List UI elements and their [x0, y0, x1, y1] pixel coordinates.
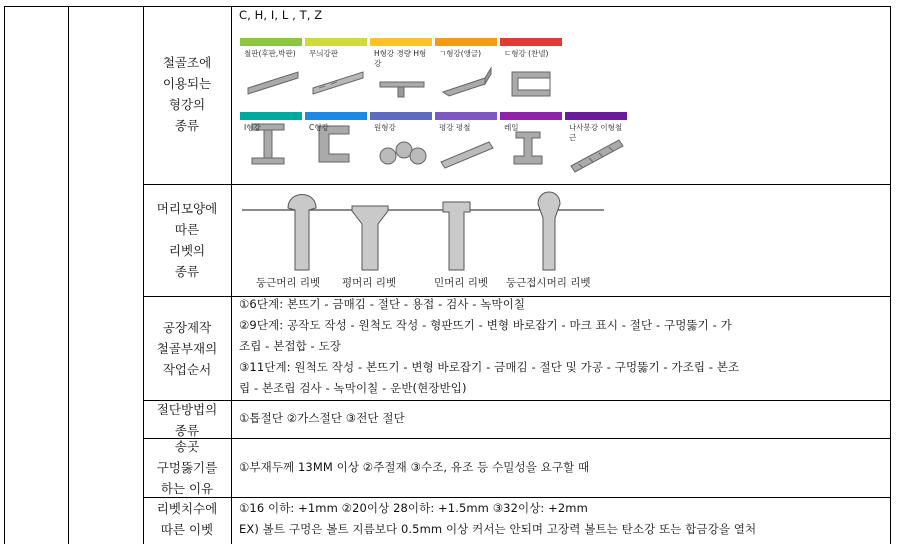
i-beam-card: [240, 112, 302, 174]
rail-label: 레일: [504, 123, 519, 132]
round-bar-icon: [370, 112, 432, 174]
rivet-label-2: 평머리 리벳: [342, 277, 397, 289]
channel-steel-label: ㄷ형강 (찬넬): [504, 49, 549, 58]
row-divider-1: [143, 184, 891, 185]
flat-bar-label: 평강 평철: [439, 123, 471, 132]
rivet-label-4: 둥근접시머리 리벳: [506, 277, 591, 289]
rebar-card: [565, 112, 627, 174]
i-beam-label: I형강: [244, 123, 261, 132]
table-border-left: [4, 6, 5, 544]
angle-steel-card: [435, 38, 497, 100]
table-border-right: [890, 6, 891, 544]
round-countersunk-rivet-icon: [538, 192, 560, 270]
row-label-drilling-reason: 송곳 구멍뚫기를 하는 이유: [156, 439, 218, 496]
checkered-plate-icon: [305, 38, 367, 100]
round-head-rivet-icon: [288, 195, 316, 271]
steel-shapes-figure: [240, 38, 632, 178]
cutting-methods-text: ①톱절단 ②가스절단 ③전단 절단: [239, 411, 405, 425]
row-label-cutting-methods: 절단방법의 종류: [156, 402, 218, 438]
flat-bar-icon: [435, 112, 497, 174]
table-divider-3: [231, 6, 232, 544]
drilling-reason-text: ①부재두께 13MM 이상 ②주절재 ③수조, 유조 등 수밀성을 요구할 때: [239, 460, 590, 474]
channel-steel-card: [500, 38, 562, 100]
round-bar-label: 원형강: [374, 123, 396, 132]
rebar-label: 나사봉강 이형철근: [569, 123, 623, 142]
rivet-types-figure: [238, 188, 618, 292]
rivet-size-text: ①16 이하: +1mm ②20이상 28이하: +1.5mm ③32이상: +2mm EX) 볼트 구멍은 볼트 지름보다 0.5mm 이상 커서는 안되며 고장력 볼트는 탄소강 또는 합금강을 열처: [239, 501, 757, 536]
c-channel-label: C형강: [309, 123, 329, 132]
row-label-rivet-size: 리벳치수에 따른 이벳: [156, 501, 218, 537]
plate-steel-icon: [240, 38, 302, 100]
c-channel-icon: [305, 112, 367, 174]
angle-steel-label: ㄱ형강(앵글): [439, 49, 482, 58]
rivet-label-1: 둥근머리 리벳: [256, 277, 321, 289]
row-divider-3: [143, 400, 891, 401]
row-label-rivet-types: 머리모양에 따른 리벳의 종류: [156, 201, 218, 279]
plate-steel-card: [240, 38, 302, 100]
round-bar-card: [370, 112, 432, 174]
row-label-work-order: 공장제작 철골부재의 작업순서: [156, 320, 218, 377]
rail-icon: [500, 112, 562, 174]
row-divider-4: [143, 438, 891, 439]
row-label-steel-shapes: 철골조에 이용되는 형강의 종류: [162, 55, 212, 133]
rail-card: [500, 112, 562, 174]
rivet-label-3: 민머리 리벳: [434, 277, 489, 289]
rebar-icon: [565, 112, 627, 174]
h-beam-label: H형강 경량 H형강: [374, 49, 427, 68]
checkered-plate-label: 무늬강판: [309, 49, 338, 58]
h-beam-card: [370, 38, 432, 100]
h-beam-icon: [370, 38, 432, 100]
i-beam-icon: [240, 112, 302, 174]
work-order-text: ①6단계: 본뜨기 - 금매김 - 절단 - 용접 - 검사 - 녹막이칠 ②9단계: 공작도 작성 - 원척도 작성 - 형판뜨기 - 변형 바로잡기 - 마크 표시 - 절단 - 구멍뚫기 - 가 조립 - 본접합 - 도장 ③11단계: 원척도 작성 - 본뜨기 - 변형 바로잡기 - 금매김 - 절단 및 가공 - 구멍뚫기 - 가조립 - 본조 립 - 본조립 검사 - 녹막이칠 - 운반(현장반입): [239, 297, 740, 395]
plain-head-rivet-icon: [443, 202, 470, 270]
plate-steel-label: 철판(후판,박판): [244, 49, 296, 58]
checkered-plate-card: [305, 38, 367, 100]
c-channel-card: [305, 112, 367, 174]
steel-shape-letters: C, H, I, L , T, Z: [239, 8, 323, 22]
flat-head-rivet-icon: [352, 206, 388, 270]
angle-steel-icon: [435, 38, 497, 100]
channel-steel-icon: [500, 38, 562, 100]
table-divider-1: [68, 6, 69, 544]
flat-bar-card: [435, 112, 497, 174]
